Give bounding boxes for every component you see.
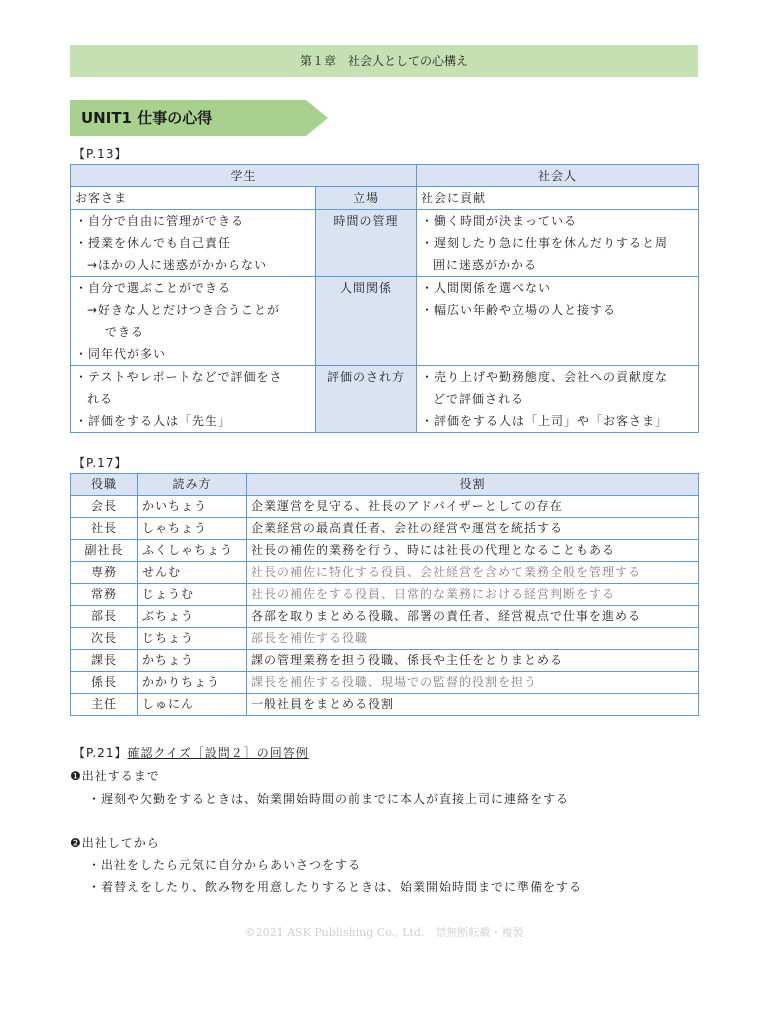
table-row: [71, 277, 699, 366]
cell-line: 社会に貢献: [421, 191, 487, 205]
cell-line: ・テストやレポートなどで評価をさ: [75, 370, 283, 384]
header-reading: 読み方: [138, 474, 247, 496]
cell-line: できる: [105, 325, 145, 339]
cell-line: ・遅刻したり急に仕事を休んだりすると周: [421, 236, 669, 250]
table-row: [71, 606, 699, 628]
cell-line: ・評価をする人は「上司」や「お客さま」: [421, 414, 669, 428]
reading-cell: しゃちょう: [138, 518, 247, 540]
table-row: [71, 650, 699, 672]
reading-cell: ふくしゃちょう: [138, 540, 247, 562]
reading-cell: かいちょう: [138, 496, 247, 518]
title-cell: 会長: [71, 496, 138, 518]
cell-line: ・幅広い年齢や立場の人と接する: [421, 303, 617, 317]
role-cell: 社長の補佐的業務を行う、時には社長の代理となることもある: [247, 540, 699, 562]
table-row: [71, 540, 699, 562]
cell-line: →好きな人とだけつき合うことが: [87, 303, 281, 317]
cell-line: どで評価される: [433, 392, 525, 406]
title-cell: 部長: [71, 606, 138, 628]
cell-line: お客さま: [75, 191, 128, 205]
cell-line: ・自分で選ぶことができる: [75, 281, 232, 295]
role-cell: 企業経営の最高責任者、会社の経営や運営を統括する: [247, 518, 699, 540]
cell-line: ・評価をする人は「先生」: [75, 414, 232, 428]
unit-banner: [70, 100, 328, 136]
cell-line: →ほかの人に迷惑がかからない: [87, 258, 268, 272]
section2-page-ref: 【P.17】: [73, 456, 128, 470]
cell-line: 囲に迷惑がかかる: [433, 258, 538, 272]
title-cell: 社長: [71, 518, 138, 540]
header-title: 役職: [71, 474, 138, 496]
cell-line: ・働く時間が決まっている: [421, 214, 578, 228]
table-row: [71, 518, 699, 540]
quiz-page-ref: 【P.21】: [73, 746, 128, 760]
header-student: 学生: [71, 165, 417, 187]
table-header-row: [71, 474, 699, 496]
reading-cell: せんむ: [138, 562, 247, 584]
reading-cell: じちょう: [138, 628, 247, 650]
student-cell: [71, 277, 316, 366]
role-cell: 社長の補佐をする役員、日常的な業務における経営判断をする: [247, 584, 699, 606]
title-cell: 係長: [71, 672, 138, 694]
quiz-part2-item: ・着替えをしたり、飲み物を用意したりするときは、始業開始時間までに準備をする: [88, 880, 583, 894]
quiz-part1-heading: ❶出社するまで: [70, 769, 160, 783]
table-header-row: [71, 165, 699, 187]
quiz-part1-item: ・遅刻や欠勤をするときは、始業開始時間の前までに本人が直接上司に連絡をする: [88, 792, 570, 806]
table-row: [71, 672, 699, 694]
copyright-footer: ©2021 ASK Publishing Co., Ltd. 禁無断転載・複製: [244, 926, 524, 939]
role-cell: 社長の補佐に特化する役員、会社経営を含めて業務全般を管理する: [247, 562, 699, 584]
worker-cell: [417, 210, 699, 277]
table-row: [71, 628, 699, 650]
table-row: [71, 187, 699, 210]
category-cell: 立場: [316, 187, 417, 210]
unit-title: UNIT1 仕事の心得: [81, 109, 213, 127]
table-row: [71, 366, 699, 433]
title-cell: 次長: [71, 628, 138, 650]
student-cell: [71, 210, 316, 277]
table-row: [71, 584, 699, 606]
reading-cell: かかりちょう: [138, 672, 247, 694]
reading-cell: かちょう: [138, 650, 247, 672]
reading-cell: しゅにん: [138, 694, 247, 716]
cell-line: ・売り上げや勤務態度、会社への貢献度な: [421, 370, 669, 384]
category-cell: 評価のされ方: [316, 366, 417, 433]
title-cell: 専務: [71, 562, 138, 584]
cell-line: れる: [87, 392, 114, 406]
job-titles-table: [70, 473, 699, 716]
reading-cell: ぶちょう: [138, 606, 247, 628]
cell-line: ・授業を休んでも自己責任: [75, 236, 232, 250]
role-cell: 部長を補佐する役職: [247, 628, 699, 650]
worker-cell: [417, 366, 699, 433]
student-vs-worker-table: [70, 164, 699, 433]
cell-line: ・同年代が多い: [75, 347, 167, 361]
table-row: [71, 210, 699, 277]
worker-cell: [417, 187, 699, 210]
title-cell: 課長: [71, 650, 138, 672]
section1-page-ref: 【P.13】: [73, 147, 128, 161]
category-cell: 人間関係: [316, 277, 417, 366]
table-row: [71, 694, 699, 716]
quiz-title: 確認クイズ［設問２］の回答例: [127, 746, 309, 760]
quiz-part2-heading: ❷出社してから: [70, 836, 160, 850]
title-cell: 主任: [71, 694, 138, 716]
title-cell: 常務: [71, 584, 138, 606]
header-role: 役割: [247, 474, 699, 496]
reading-cell: じょうむ: [138, 584, 247, 606]
title-cell: 副社長: [71, 540, 138, 562]
quiz-part2-item: ・出社をしたら元気に自分からあいさつをする: [88, 858, 362, 872]
role-cell: 課長を補佐する役職、現場での監督的役割を担う: [247, 672, 699, 694]
quiz-heading: [73, 744, 309, 761]
role-cell: 一般社員をまとめる役割: [247, 694, 699, 716]
table-row: [71, 562, 699, 584]
cell-line: ・人間関係を選べない: [421, 281, 552, 295]
cell-line: ・自分で自由に管理ができる: [75, 214, 245, 228]
table-row: [71, 496, 699, 518]
chapter-title-bar: 第１章 社会人としての心構え: [70, 45, 698, 77]
role-cell: 企業運営を見守る、社長のアドバイザーとしての存在: [247, 496, 699, 518]
worker-cell: [417, 277, 699, 366]
role-cell: 課の管理業務を担う役職、係長や主任をとりまとめる: [247, 650, 699, 672]
category-cell: 時間の管理: [316, 210, 417, 277]
header-worker: 社会人: [417, 165, 699, 187]
student-cell: [71, 366, 316, 433]
student-cell: [71, 187, 316, 210]
role-cell: 各部を取りまとめる役職、部署の責任者、経営視点で仕事を進める: [247, 606, 699, 628]
